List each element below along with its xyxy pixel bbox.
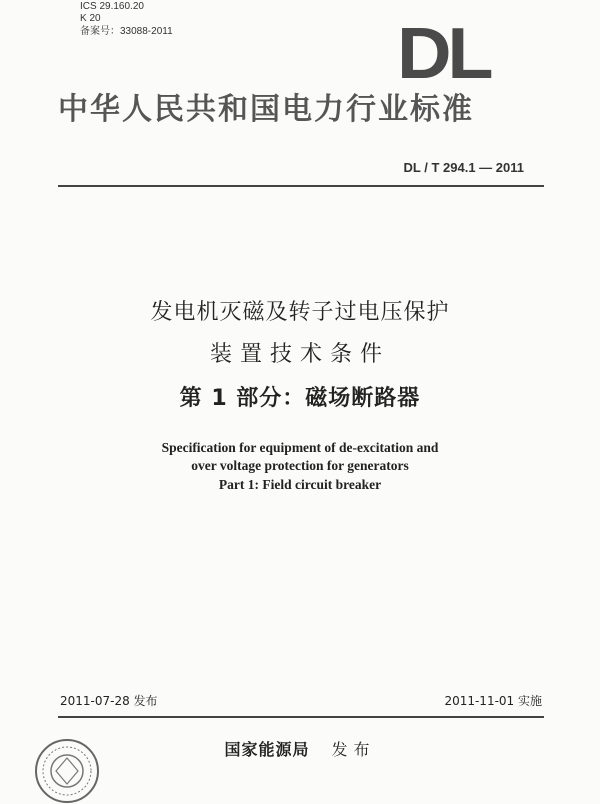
- implementation-date: 2011-11-01 实施: [444, 694, 542, 708]
- registration-number: 备案号：33088-2011: [80, 26, 173, 37]
- dl-logo: DL: [397, 14, 490, 94]
- publisher: [0, 737, 600, 760]
- ccs-code: K 20: [80, 13, 101, 24]
- standard-number: DL / T 294.1 — 2011: [403, 160, 524, 175]
- title-cn-line-2: 装置技术条件: [209, 342, 390, 367]
- title-en-line-2: over voltage protection for generators: [191, 458, 409, 473]
- title-cn-line-1: 发电机灭磁及转子过电压保护: [150, 300, 450, 325]
- title-en-line-3: Part 1: Field circuit breaker: [218, 477, 382, 492]
- issue-date: 2011-07-28 发布: [60, 694, 158, 708]
- top-divider: [58, 185, 544, 187]
- bottom-divider: [58, 716, 544, 718]
- title-cn-line-3: 第 1 部分：磁场断路器: [179, 386, 421, 411]
- org-title: 中华人民共和国电力行业标准: [58, 92, 474, 127]
- title-en-line-1: Specification for equipment of de-excitation and: [161, 440, 439, 455]
- ics-code: ICS 29.160.20: [80, 1, 144, 12]
- publisher-action: 发布: [331, 740, 376, 759]
- publisher-org: 国家能源局: [224, 740, 310, 759]
